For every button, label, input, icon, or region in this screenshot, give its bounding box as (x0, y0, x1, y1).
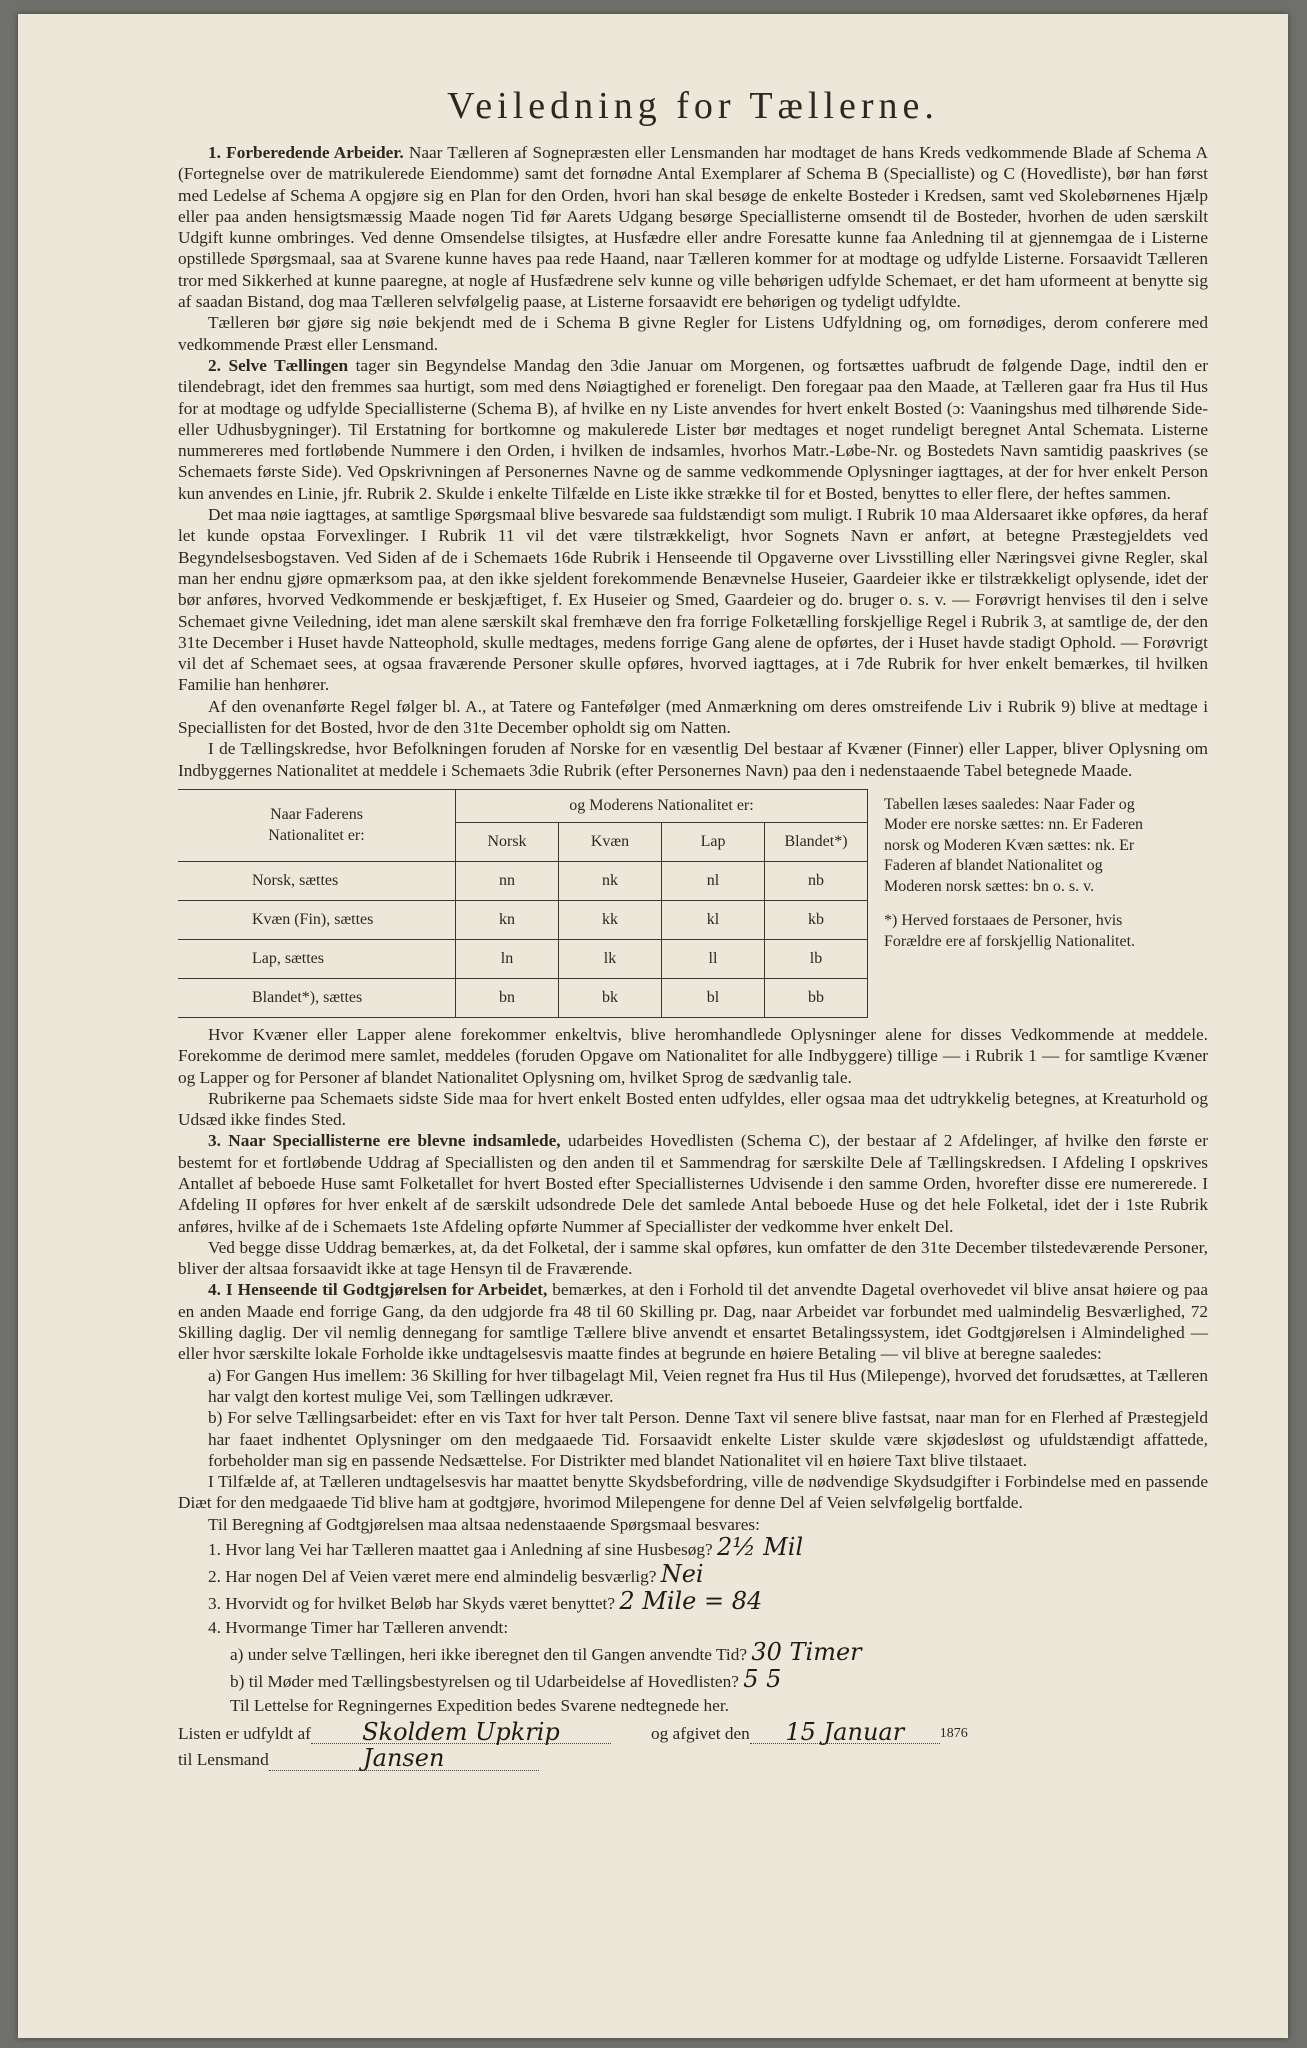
questions-closing: Til Lettelse for Regningernes Expedition bedes Svarene nedtegnede her. (230, 1696, 729, 1716)
row-label: Lap, sættes (178, 939, 456, 978)
section-4-paragraph-3: Til Beregning af Godtgjørelsen maa altsaa nedenstaaende Spørgsmaal besvares: (208, 1514, 760, 1534)
section-4-item-b: b) For selve Tællingsarbeidet: efter en vis Taxt for hver talt Person. Denne Taxt vil senere blive fastsat, naar man for en Flerhed af Præstegjeld har faaet indhentet Oplysninger om den medgaaede Tid. Forsaavidt enkelte Lister skulde være skjødesløst og ufuldstændigt affattede, forbeholder man sig en passende Nedsættelse. For Distrikter med blandet Nationalitet vil en høiere Taxt blive tilstaaet. (208, 1408, 1208, 1470)
table-cell: nn (456, 861, 559, 900)
question-3 (178, 1589, 1208, 1616)
table-row (178, 939, 868, 978)
table-cell: nk (559, 861, 662, 900)
section-2-paragraph-2: Det maa nøie iagttages, at samtlige Spørgsmaal blive besvarede saa fuldstændigt som muligt. I Rubrik 10 maa Aldersaaret ikke opføres, da heraf let kunde opstaa Forvexlinger. I Rubrik 11 vil det være tilstrækkeligt, hvor Sognets Navn er anført, at betegne Præstegjeldets ved Begyndelsesbogstaven. Ved Siden af de i Schemaets 16de Rubrik i Henseende til Opgaverne over Livsstilling eller Næringsvei givne Regler, skal man her endnu gjøre opmærksom paa, at den ikke sjeldent forekommende Benævnelse Huseier, Gaardeier ikke er tilstrækkeligt oplysende, idet der bør anføres, hvorved Vedkommende er beskjæftiget, f. Ex Huseier og Smed, Gaardeier og do. bruger o. s. v. — Forøvrigt henvises til den i selve Schemaet givne Veiledning, idet man alene særskilt skal fremhæve den fra forrige Folketælling forskjellige Regel i Rubrik 3, at samtlige de, der den 31te December i Huset havde Natteophold, skulle medtages, medens forrige Gang alene de opførtes, der i Huset havde stadigt Ophold. — Forøvrigt vil det af Schemaet sees, at ogsaa fraværende Personer skulle opføres, hvorved iagttages, at i 7de Rubrik for hver enkelt bemærkes, til hvilken Familie han henhører. (178, 505, 1208, 695)
section-4-text: bemærkes, at den i Forhold til det anvendte Dagetal overhovedet vil blive ansat høiere og paa en anden Maade end forrige Gang, da den udgjorde fra 48 til 60 Skilling pr. Dag, naar Arbeidet var forbundet med ualmindelig Besværlighed, 72 Skilling daglig. Der vil nemlig dennegang for samtlige Tællere blive anvendt et ensartet Betalingssystem, idet Godtgjørelsen i Almindelighed — eller hvor særskilte lokale Forholde ikke undtagelsesvis maatte findes at begrunde en høiere Betaling — vil blive at beregne saaledes: (178, 1280, 1208, 1364)
year: 1876 (939, 1726, 968, 1742)
section-2-paragraph-4: I de Tællingskredse, hvor Befolkningen foruden af Norske for en væsentlig Del bestaar af Kvæner (Finner) eller Lapper, bliver Oplysning om Indbyggernes Nationalitet at meddele i Schemaets 3die Rubrik (efter Personernes Navn) paa den i nedenstaaende Tabel betegnede Maade. (178, 739, 1208, 780)
answer-4a-field[interactable]: 30 Timer (751, 1638, 862, 1667)
section-3-paragraph-2: Ved begge disse Uddrag bemærkes, at, da det Folketal, der i samme skal opføres, kun omfatter de den 31te December tilstedeværende Personer, bliver der altsaa forsaavidt ikke at tage Hensyn til de Fraværende. (178, 1237, 1208, 1279)
lensmand-prefix: til Lensmand (178, 1750, 269, 1770)
question-4b (178, 1667, 1208, 1694)
table-cell: kn (456, 900, 559, 939)
answer-2-field[interactable]: Nei (660, 1560, 704, 1589)
table-cell: bn (456, 978, 559, 1017)
table-cell: bl (662, 978, 765, 1017)
page-title: Veiledning for Tællerne. (447, 85, 939, 127)
section-2-paragraph-5: Hvor Kvæner eller Lapper alene forekommer enkeltvis, blive heromhandlede Oplysninger alene for disses Vedkommende at meddele. Forekomme de derimod mere samlet, meddeles (foruden Opgave om Nationalitet for alle Indbyggere) tillige — i Rubrik 1 — for samtlige Kvæner og Lapper og for Personer af blandet Nationalitet Oplysning om, hvilket Sprog de sædvanlig tale. (178, 1024, 1208, 1087)
signature-prefix: Listen er udfyldt af (178, 1724, 311, 1744)
table-cell: bb (765, 978, 868, 1017)
date-field[interactable]: 15 Januar (750, 1722, 940, 1744)
question-1-text: 1. Hvor lang Vei har Tælleren maattet gaa i Anledning af sine Husbesøg? (208, 1540, 713, 1560)
table-cell: lb (765, 939, 868, 978)
section-1-paragraph-2: Tælleren bør gjøre sig nøie bekjendt med de i Schema B givne Regler for Listens Udfyldning og, om fornødiges, derom conferere med vedkommende Præst eller Lensmand. (178, 313, 1208, 354)
section-2 (178, 355, 1208, 504)
table-cell: ln (456, 939, 559, 978)
table-cell: kb (765, 900, 868, 939)
table-cell: ll (662, 939, 765, 978)
table-cell: kl (662, 900, 765, 939)
question-4: 4. Hvormange Timer har Tælleren anvendt: (208, 1618, 509, 1638)
table-cell: nb (765, 861, 868, 900)
nationality-table (178, 789, 868, 1018)
section-2-paragraph-3: Af den ovenanførte Regel følger bl. A., at Tatere og Fantefølger (med Anmærkning om deres omstreifende Liv i Rubrik 9) blive at medtage i Speciallisten for det Bosted, hvor de den 31te December opholdt sig om Natten. (178, 696, 1208, 738)
table-row (178, 900, 868, 939)
col-lap: Lap (662, 822, 765, 861)
section-2-heading: 2. Selve Tællingen (208, 355, 349, 375)
question-4a (178, 1640, 1208, 1667)
section-1-heading: 1. Forberedende Arbeider. (208, 143, 404, 162)
father-header-line-2: Nationalitet er: (268, 827, 365, 845)
table-note: Tabellen læses saaledes: Naar Fader og Moder ere norske sættes: nn. Er Faderen norsk og Moderen Kvæn sættes: nk. Er Faderen af blandet Nationalitet og Moderen norsk sættes: bn o. s. v. (884, 795, 1144, 895)
table-footnote: *) Herved forstaaes de Personer, hvis Forældre ere af forskjellig Nationalitet. (884, 912, 1136, 950)
signature-mid: og afgivet den (650, 1724, 750, 1744)
answer-4b-field[interactable]: 5 5 (743, 1665, 782, 1694)
section-4-paragraph-2: I Tilfælde af, at Tælleren undtagelsesvis har maattet benytte Skydsbefordring, ville de nødvendige Skydsudgifter i Forbindelse med en passende Diæt for den medgaaede Tid blive ham at godtgjøre, hvorimod Milepengene for denne Del af Veien selvfølgelig bortfalde. (178, 1472, 1208, 1513)
row-label: Blandet*), sættes (178, 978, 456, 1017)
questions-block (178, 1535, 1208, 1718)
table-cell: bk (559, 978, 662, 1017)
tallyman-name-field[interactable]: Skoldem Upkrip (311, 1722, 611, 1744)
section-4 (178, 1279, 1208, 1364)
section-4-item-a: a) For Gangen Hus imellem: 36 Skilling for hver tilbagelagt Mil, Veien regnet fra Hus til Hus (Milepenge), hvorved det forudsættes, at Tælleren har valgt den kortest mulige Vei, som Tællingen udkræver. (208, 1365, 1208, 1406)
row-label: Norsk, sættes (178, 861, 456, 900)
document-body (178, 84, 1208, 1771)
table-cell: kk (559, 900, 662, 939)
answer-1-field[interactable]: 2½ Mil (717, 1533, 804, 1562)
table-cell: nl (662, 861, 765, 900)
col-blandet: Blandet*) (765, 822, 868, 861)
signature-line-1 (178, 1718, 1208, 1747)
table-row (178, 978, 868, 1017)
table-row (178, 861, 868, 900)
row-label: Kvæn (Fin), sættes (178, 900, 456, 939)
col-kvaen: Kvæn (559, 822, 662, 861)
section-4-heading: 4. I Henseende til Godtgjørelsen for Arbeidet, (208, 1280, 548, 1300)
question-4b-text: b) til Møder med Tællingsbestyrelsen og til Udarbeidelse af Hovedlisten? (230, 1672, 739, 1692)
signature-line-2 (178, 1744, 1208, 1773)
question-1 (178, 1535, 1208, 1562)
section-1 (178, 142, 1208, 312)
question-2 (178, 1562, 1208, 1589)
question-4a-text: a) under selve Tællingen, heri ikke iberegnet den til Gangen anvendte Tid? (230, 1645, 748, 1665)
section-2-paragraph-6: Rubrikerne paa Schemaets sidste Side maa for hvert enkelt Bosted enten udfyldes, eller ogsaa maa det udtrykkelig betegnes, at Kreaturhold og Udsæd ikke findes Sted. (178, 1088, 1208, 1130)
mother-header: og Moderens Nationalitet er: (456, 789, 868, 822)
section-3-text: udarbeides Hovedlisten (Schema C), der bestaar af 2 Afdelinger, af hvilke den første er bestemt for et fortløbende Uddrag af Speciallisten og den anden til et Sammendrag for særskilte Dele af Tællingskredsen. I Afdeling I opskrives Antallet af beboede Huse samt Folketallet for hvert Bosted efter Speciallisternes Udvisende i den samme Orden, hvorefter disse ere numererede. I Afdeling II opføres for hver enkelt af de særskilt udsondrede Dele det samlede Antal beboede Huse og det hele Folketal, idet der i 1ste Rubrik anføres, hvilke af de i Schemaets 1ste Afdeling opførte Nummer af Speciallister der vedkomme hver enkelt Del. (178, 1131, 1208, 1236)
father-header (178, 789, 456, 861)
question-2-text: 2. Har nogen Del af Veien været mere end almindelig besværlig? (208, 1567, 657, 1587)
col-norsk: Norsk (456, 822, 559, 861)
answer-3-field[interactable]: 2 Mile = 84 (619, 1587, 763, 1616)
lensmand-name-field[interactable]: Jansen (269, 1748, 539, 1770)
question-3-text: 3. Hvorvidt og for hvilket Beløb har Skyds været benyttet? (208, 1594, 616, 1614)
section-3-heading: 3. Naar Speciallisterne ere blevne indsamlede, (208, 1131, 561, 1151)
nationality-block (178, 789, 1208, 1018)
section-1-text: Naar Tælleren af Sognepræsten eller Lensmanden har modtaget de hans Kreds vedkommende Blade af Schema A (Fortegnelse over de matrikulerede Eiendomme) samt det fornødne Antal Exemplarer af Schema B (Specialliste) og C (Hovedliste), bør han først med Ledelse af Schema A opgjøre sig en Plan for den Orden, hvori han skal besøge de enkelte Bosteder i Kredsen, samt ved Skolebørnenes Hjælp eller paa anden hensigtsmæssig Maade nogen Tid før Aarets Udgang besørge Speciallisterne omsendt til de Bosteder, hvorhen de uden særskilt Udgift kunne ombringes. Ved denne Omsendelse tilsigtes, at Husfædre eller andre Foresatte kunne faa Anledning til at gjennemgaa de i Listerne opstillede Spørgsmaal, saa at Svarene kunne haves paa rede Haand, naar Tælleren kommer for at modtage og udfylde Listerne. Forsaavidt Tælleren tror med Sikkerhed at kunne paaregne, at nogle af Husfædrene selv kunne og ville behørigen udfylde Schemaet, er det ham uformeent at benytte sig af saadan Bistand, dog maa Tælleren selvfølgelig paase, at Listerne forsaavidt ere behørigen og tydeligt udfyldte. (178, 143, 1208, 312)
section-3 (178, 1130, 1208, 1236)
father-header-line-1: Naar Faderens (270, 806, 363, 824)
table-explanation (884, 789, 1149, 1018)
document-page (18, 14, 1288, 2038)
table-cell: lk (559, 939, 662, 978)
section-2-text: tager sin Begyndelse Mandag den 3die Januar om Morgenen, og fortsættes uafbrudt de følgende Dage, indtil den er tilendebragt, idet den fremmes saa hurtigt, som med dens Nøiagtighed er foreneligt. Den foregaar paa den Maade, at Tælleren gaar fra Hus til Hus for at modtage og udfylde Speciallisterne (Schema B), af hvilke en ny Liste anvendes for hvert enkelt Bosted (ɔ: Vaaningshus med tilhørende Side- eller Udhusbygninger). Til Erstatning for bortkomne og makulerede Lister bør medtages et noget rundeligt beregnet Antal Schemata. Listerne nummereres med fortløbende Nummere i den Orden, i hvilken de indsamles, hvorhos Matr.-Løbe-Nr. og Bostedets Navn samtidig paaskrives (se Schemaets første Side). Ved Opskrivningen af Personernes Navne og de samme vedkommende Oplysninger iagttages, at der for hver enkelt Person kun anvendes en Linie, jfr. Rubrik 2. Skulde i enkelte Tilfælde en Liste ikke strække til for et Bosted, benyttes to eller flere, der heftes sammen. (178, 355, 1208, 503)
